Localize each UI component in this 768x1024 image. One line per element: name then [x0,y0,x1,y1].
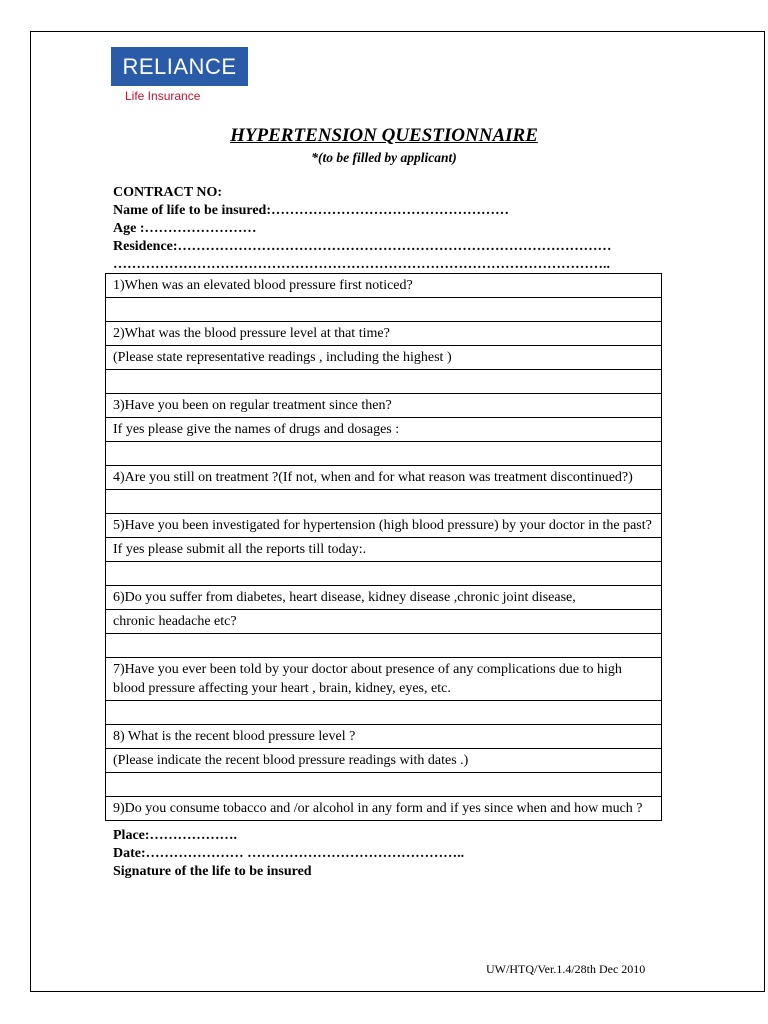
question-cell: (Please indicate the recent blood pressure readings with dates .) [106,749,662,773]
table-row [106,442,662,466]
table-row [106,538,662,562]
question-cell: 8) What is the recent blood pressure level ? [106,725,662,749]
reliance-logo [111,47,248,86]
table-row [106,749,662,773]
page-subtitle: *(to be filled by applicant) [311,150,457,165]
logo-subtitle: Life Insurance [125,89,201,103]
question-cell: If yes please give the names of drugs and dosages : [106,418,662,442]
date-field: Date:………………… ……………………………………….. [113,846,465,861]
question-cell: (Please state representative readings , including the highest ) [106,346,662,370]
question-cell: 3)Have you been on regular treatment since then? [106,394,662,418]
residence-continuation: …………………………………………………………………………………………….. [113,257,610,272]
table-row [106,322,662,346]
answer-cell[interactable] [106,442,662,466]
table-row [106,490,662,514]
question-cell: 6)Do you suffer from diabetes, heart disease, kidney disease ,chronic joint disease, [106,586,662,610]
signature-label: Signature of the life to be insured [113,864,312,879]
table-row [106,274,662,298]
table-row [106,514,662,538]
age-field: Age :…………………… [113,221,257,236]
answer-cell[interactable] [106,562,662,586]
table-row [106,773,662,797]
table-row [106,394,662,418]
answer-cell[interactable] [106,490,662,514]
table-row [106,658,662,701]
table-row [106,610,662,634]
answer-cell[interactable] [106,773,662,797]
question-cell: 7)Have you ever been told by your doctor about presence of any complications due to high blood pressure affecting your heart , brain, kidney, eyes, etc. [106,658,662,701]
question-cell: If yes please submit all the reports till today:. [106,538,662,562]
table-row [106,298,662,322]
contract-no-field: CONTRACT NO: [113,185,223,200]
table-row [106,797,662,821]
table-row [106,586,662,610]
questionnaire-table [105,273,662,821]
table-row [106,562,662,586]
table-row [106,346,662,370]
table-row [106,725,662,749]
answer-cell[interactable] [106,634,662,658]
question-cell: 1)When was an elevated blood pressure first noticed? [106,274,662,298]
answer-cell[interactable] [106,298,662,322]
question-cell: 5)Have you been investigated for hypertension (high blood pressure) by your doctor in the past? [106,514,662,538]
question-cell: 4)Are you still on treatment ?(If not, when and for what reason was treatment discontinued?) [106,466,662,490]
answer-cell[interactable] [106,701,662,725]
table-row [106,370,662,394]
place-field: Place:………………. [113,828,238,843]
residence-field: Residence:………………………………………………………………………………… [113,239,612,254]
table-row [106,634,662,658]
question-cell: 9)Do you consume tobacco and /or alcohol in any form and if yes since when and how much ? [106,797,662,821]
logo-brand: RELIANCE [122,53,237,79]
document-reference: UW/HTQ/Ver.1.4/28th Dec 2010 [486,962,646,976]
table-row [106,418,662,442]
question-cell: 2)What was the blood pressure level at that time? [106,322,662,346]
name-field: Name of life to be insured:…………………………………………… [113,203,509,218]
table-row [106,701,662,725]
answer-cell[interactable] [106,370,662,394]
page-title: HYPERTENSION QUESTIONNAIRE [230,125,538,146]
table-row [106,466,662,490]
question-cell: chronic headache etc? [106,610,662,634]
